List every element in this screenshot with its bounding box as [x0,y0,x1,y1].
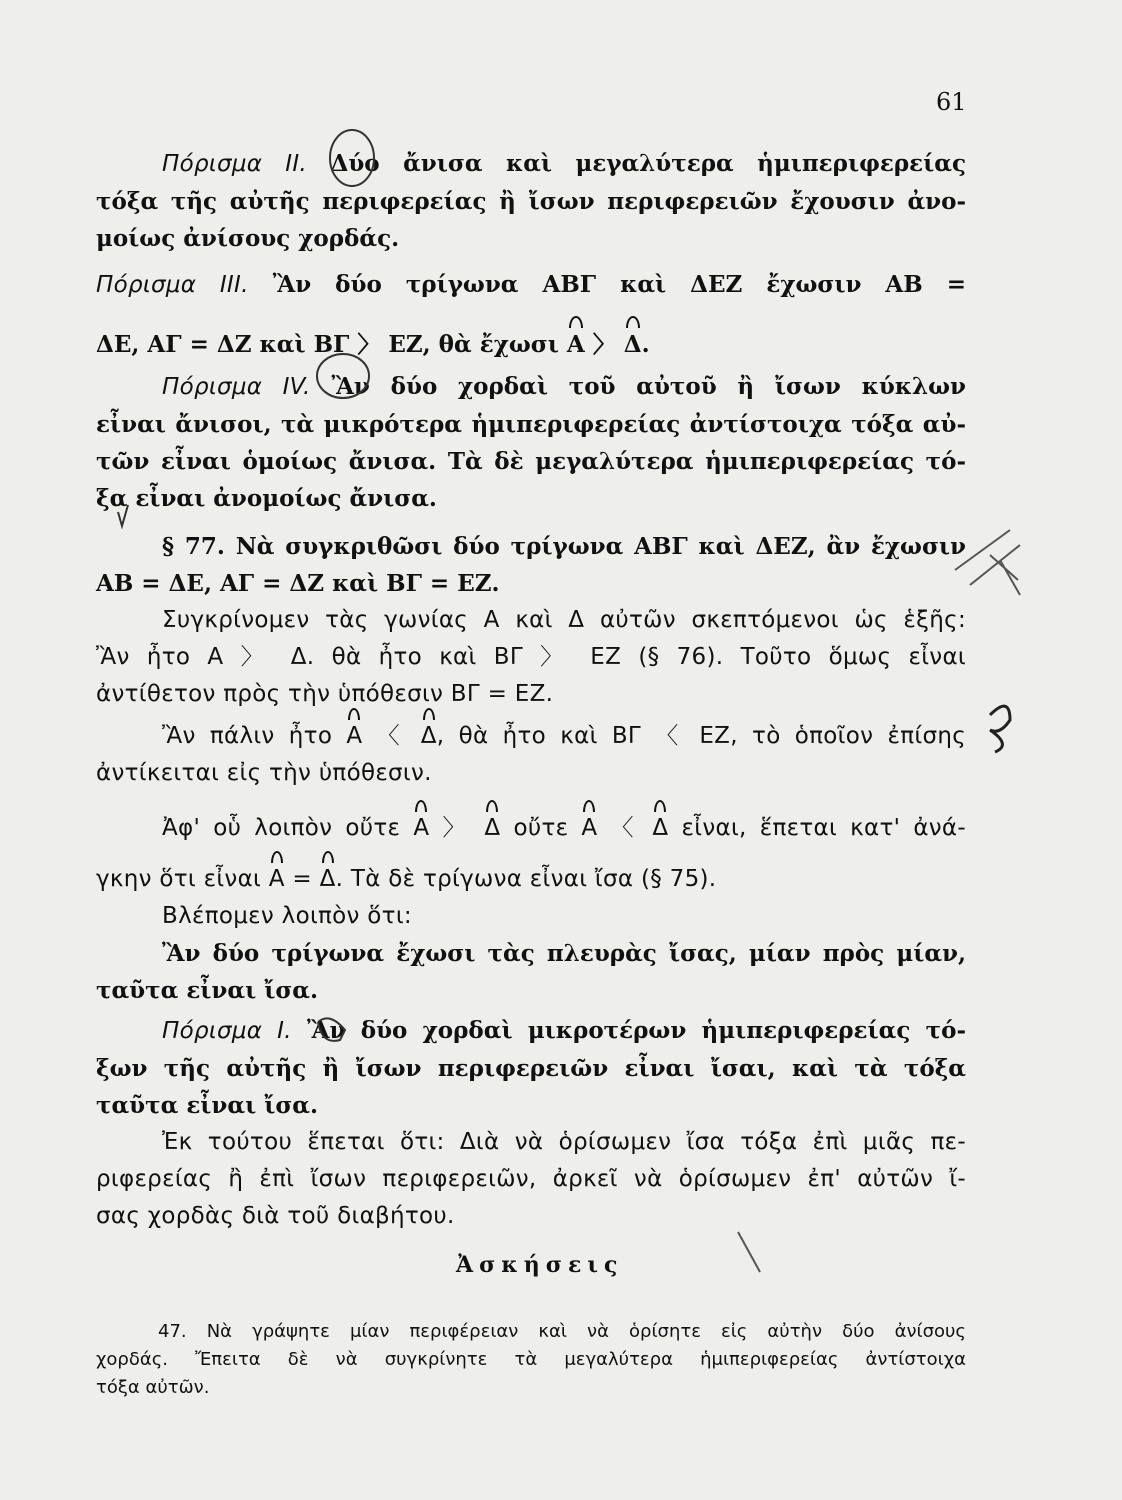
text-line: τόξα τῆς αὐτῆς περιφερείας ἢ ἴσων περιφερειῶν ἔχουσιν ἀνο- [96,188,966,215]
section-77-case-2 [96,718,966,792]
text-line: Ἀφ' οὗ λοιπὸν οὔτε Α 〉 Δ οὔτε Α 〈 Δ εἶναι, ἕπεται κατ' ἀνά- [96,810,966,847]
text-line: § 77. Νὰ συγκριθῶσι δύο τρίγωνα ΑΒΓ καὶ ΔΕΖ, ἂν ἔχωσιν [162,533,966,560]
angle-a: Α [567,326,585,363]
text-line: Ἂν δύο τρίγωνα ἔχωσι τὰς πλευρὰς ἴσας, μίαν πρὸς μίαν, [162,940,966,967]
text-line: γκην ὅτι εἶναι Α = Δ. Τὰ δὲ τρίγωνα εἶναι ἴσα (§ 75). [96,861,966,898]
text-line: 47. Νὰ γράψητε μίαν περιφέρειαν καὶ νὰ ὁρίσητε εἰς αὐτὴν δύο ἀνίσους [158,1321,966,1342]
corollary-4 [96,368,966,517]
pencil-stroke-icon [738,1232,760,1272]
text-line: ριφερείας ἢ ἐπὶ ἴσων περιφερειῶν, ἀρκεῖ νὰ ὁρίσωμεν ἐπ' αὐτῶν ἴ- [96,1166,966,1192]
section-77-conclusion [96,810,966,1009]
corollary-1 [96,1012,966,1235]
page-number: 61 [936,88,967,116]
text-line: σας χορδὰς διὰ τοῦ διαβήτου. [96,1203,455,1229]
text-line: μοίως ἀνίσους χορδάς. [96,225,400,252]
text-line: τόξα αὐτῶν. [96,1377,210,1398]
text-line: Πόρισμα Ι. Ἂν δύο χορδαὶ μικροτέρων ἡμιπεριφερείας τό- [162,1017,966,1044]
exercise-47 [96,1318,966,1402]
exercises-heading: Ἀσκήσεις [456,1252,624,1278]
text-line: Πόρισμα ΙΙ. Δύο ἄνισα καὶ μεγαλύτερα ἡμιπεριφερείας [162,150,966,177]
text-line: Ἂν πάλιν ἦτο Α 〈 Δ, θὰ ἦτο καὶ ΒΓ 〈 ΕΖ, τὸ ὁποῖον ἐπίσης [96,718,966,755]
text-line: ξα εἶναι ἀνομοίως ἄνισα. [96,485,437,512]
section-77 [96,528,966,713]
text-line: Πόρισμα ΙΙΙ. Ἂν δύο τρίγωνα ΑΒΓ καὶ ΔΕΖ ἔχωσιν ΑΒ = [96,271,966,298]
text-line: Συγκρίνομεν τὰς γωνίας Α καὶ Δ αὐτῶν σκεπτόμενοι ὡς ἑξῆς: [162,607,966,633]
text-line: Ἐκ τούτου ἕπεται ὅτι: Διὰ νὰ ὁρίσωμεν ἴσα τόξα ἐπὶ μιᾶς πε- [162,1129,966,1155]
text-line: ταῦτα εἶναι ἴσα. [96,977,319,1004]
text-line: ΔΕ, ΑΓ = ΔΖ καὶ ΒΓ 〉 ΕΖ, θὰ ἔχωσι Α 〉 Δ. [96,326,966,363]
corollary-2 [96,145,966,257]
text-line: Ἂν ἦτο Α 〉 Δ. θὰ ἦτο καὶ ΒΓ 〉 ΕΖ (§ 76). Τοῦτο ὅμως εἶναι [96,644,966,670]
text-line: χορδάς. Ἔπειτα δὲ νὰ συγκρίνητε τὰ μεγαλύτερα ἡμιπεριφερείας ἀντίστοιχα [96,1349,966,1370]
angle-d: Δ [624,326,642,363]
text-line: ΑΒ = ΔΕ, ΑΓ = ΔΖ καὶ ΒΓ = ΕΖ. [96,570,500,597]
text-line: Βλέπομεν λοιπὸν ὅτι: [162,903,412,929]
text-line: ἀντίθετον πρὸς τὴν ὑπόθεσιν ΒΓ = ΕΖ. [96,681,554,707]
text-line: τῶν εἶναι ὁμοίως ἄνισα. Τὰ δὲ μεγαλύτερα ἡμιπεριφερείας τό- [96,448,966,475]
scribble-icon [990,706,1010,752]
text-line: ἀντίκειται εἰς τὴν ὑπόθεσιν. [96,760,432,786]
text-line: εἶναι ἄνισοι, τὰ μικρότερα ἡμιπεριφερείας ἀντίστοιχα τόξα αὐ- [96,411,966,438]
corollary-3 [96,266,966,363]
text-line: ξων τῆς αὐτῆς ἢ ἴσων περιφερειῶν εἶναι ἴσαι, καὶ τὰ τόξα [96,1055,966,1082]
text-line: ταῦτα εἶναι ἴσα. [96,1092,319,1119]
text-line: Πόρισμα ΙV. Ἂν δύο χορδαὶ τοῦ αὐτοῦ ἢ ἴσων κύκλων [162,373,967,400]
